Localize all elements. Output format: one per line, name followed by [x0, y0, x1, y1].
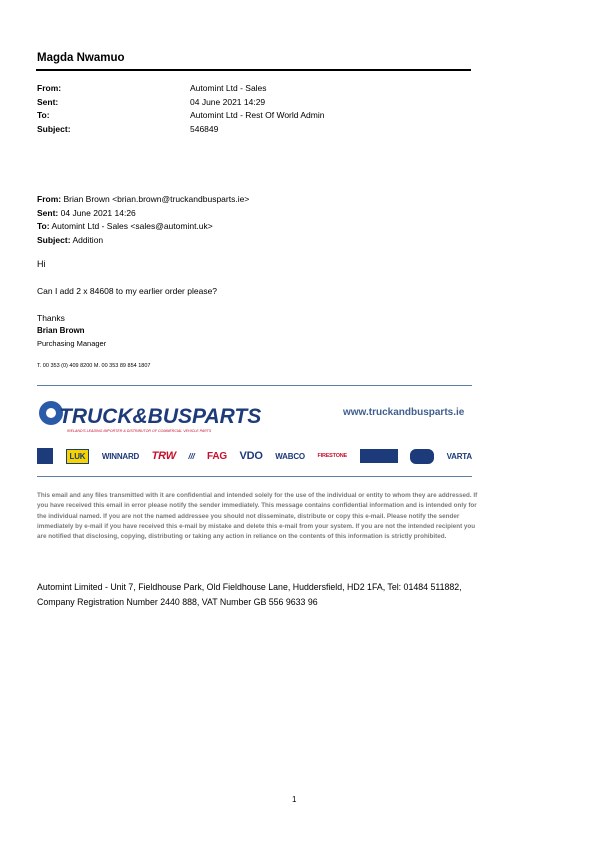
- brand-varta: VARTA: [446, 451, 472, 461]
- header-sent-row: [37, 96, 477, 110]
- confidentiality-disclaimer: This email and any files transmitted with it are confidential and intended solely for the use of the individual or entity to whom they are addressed. If you have received this email in error please notify the sender immediately. This message contains confidential information and is intended only for the individual named. If you are not the named addressee you should not disseminate, distribute or copy this e-mail. Please notify the sender immediately by e-mail if you have received this e-mail by mistake and delete this e-mail from your system. If you are not the intended recipient you are notified that disclosing, copying, distributing or taking any action in reliance on the contents of this information is strictly prohibited.: [37, 492, 478, 541]
- page-number: 1: [292, 795, 297, 804]
- forwarded-to-label: To:: [37, 221, 50, 231]
- company-footer-line1: Automint Limited - Unit 7, Fieldhouse Park, Old Fieldhouse Lane, Huddersfield, HD2 1FA, Tel: 01484 511882,: [37, 582, 462, 592]
- header-sent-value: 04 June 2021 14:29: [190, 96, 266, 107]
- brand-wabco: WABCO: [275, 451, 305, 461]
- header-from-row: [37, 82, 477, 96]
- header-from-label: From:: [37, 83, 62, 93]
- forwarded-subject-label: Subject:: [37, 234, 71, 245]
- header-to-label: To:: [37, 110, 50, 120]
- logo-wordmark: TRUCK&BUSPARTS: [59, 405, 262, 428]
- forwarded-sent-label: Sent:: [37, 207, 59, 218]
- header-sent-label: Sent:: [37, 96, 59, 107]
- header-divider: [36, 69, 471, 71]
- header-from-value: Automint Ltd - Sales: [190, 83, 267, 93]
- email-request-text: Can I add 2 x 84608 to my earlier order please?: [37, 286, 218, 296]
- email-greeting: Hi: [37, 259, 46, 269]
- signature-role: Purchasing Manager: [37, 339, 107, 348]
- header-subject-row: [37, 123, 477, 137]
- forwarded-header: [37, 193, 467, 247]
- email-thanks: Thanks: [37, 313, 65, 323]
- forwarded-from-value: Brian Brown <brian.brown@truckandbusparts.ie>: [63, 194, 250, 204]
- brand-block-icon: [360, 449, 398, 463]
- header-subject-value: 546849: [190, 123, 219, 134]
- forwarded-sent-line: [37, 207, 467, 221]
- brand-vdo: VDO: [239, 450, 263, 462]
- forwarded-from-label: From:: [37, 194, 62, 204]
- brand-dinex-icon: ///: [188, 451, 195, 461]
- logo-gear-hub: [46, 408, 56, 418]
- forwarded-to-line: [37, 220, 467, 234]
- header-to-row: [37, 109, 477, 123]
- brand-hella-icon: [410, 449, 434, 464]
- mailbox-owner-name: Magda Nwamuo: [37, 52, 125, 64]
- header-to-value: Automint Ltd - Rest Of World Admin: [190, 110, 325, 120]
- logo-tagline: IRELAND'S LEADING IMPORTER & DISTRIBUTOR OF COMMERCIAL VEHICLE PARTS: [67, 429, 212, 433]
- brand-emblem-icon: [37, 448, 53, 464]
- website-url[interactable]: www.truckandbusparts.ie: [343, 407, 465, 418]
- brand-logo-strip: [37, 444, 472, 468]
- brand-fag: FAG: [207, 450, 227, 462]
- signature-divider-bottom: [37, 476, 472, 477]
- brand-firestone: FIRESTONE: [317, 453, 348, 459]
- forwarded-subject-value: Addition: [72, 234, 104, 245]
- signature-phones: T. 00 353 (0) 409 8200 M. 00 353 89 854 1807: [37, 363, 151, 369]
- email-header: [37, 82, 477, 136]
- company-footer: [37, 580, 507, 609]
- brand-luk: LUK: [66, 449, 90, 464]
- forwarded-sent-value: 04 June 2021 14:26: [60, 207, 136, 218]
- forwarded-from-line: [37, 193, 467, 207]
- signature-name: Brian Brown: [37, 326, 85, 335]
- signature-divider-top: [37, 385, 472, 386]
- brand-trw: TRW: [151, 450, 176, 462]
- forwarded-subject-line: [37, 234, 467, 248]
- company-footer-line2: Company Registration Number 2440 888, VAT Number GB 556 9633 96: [37, 596, 318, 607]
- forwarded-to-value: Automint Ltd - Sales <sales@automint.uk>: [51, 221, 213, 231]
- brand-winnard: WINNARD: [101, 451, 140, 461]
- header-subject-label: Subject:: [37, 123, 71, 134]
